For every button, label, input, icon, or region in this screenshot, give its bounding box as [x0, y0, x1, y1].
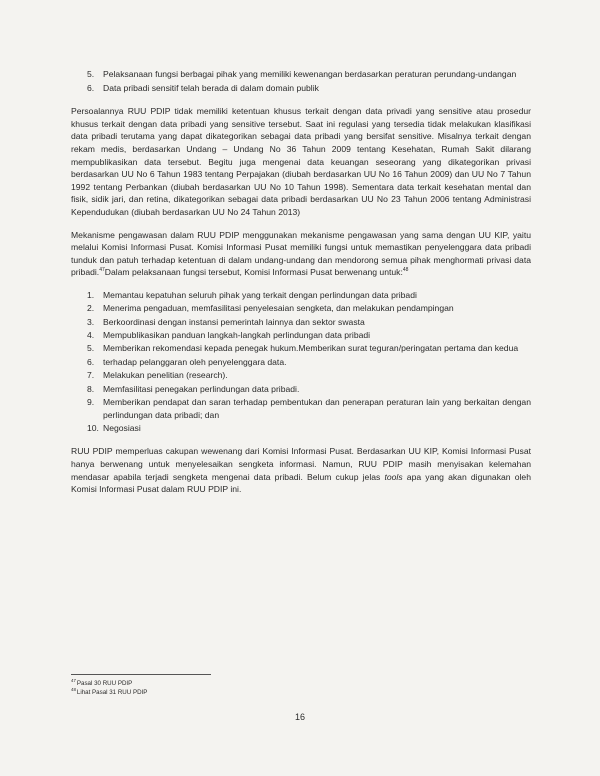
- footnote-number: 47: [71, 677, 76, 683]
- list-item-text: Memfasilitasi penegakan perlindungan data pribadi.: [103, 383, 300, 394]
- list-authorities: [71, 289, 531, 435]
- list-item-text: Menerima pengaduan, memfasilitasi penyelesaian sengketa, dan melakukan pendampingan: [103, 303, 454, 314]
- footnote-divider: [71, 674, 211, 675]
- list-item-text: Pelaksanaan fungsi berbagai pihak yang memiliki kewenangan berdasarkan peraturan perundang-undangan: [103, 69, 517, 79]
- list-item: [71, 396, 531, 421]
- list-item-text: Memberikan pendapat dan saran terhadap pembentukan dan penerapan peraturan lain yang berkaitan dengan perlindungan data pribadi; dan: [103, 397, 531, 420]
- list-item-number: 1.: [87, 289, 95, 300]
- list-item-number: 5.: [87, 343, 95, 354]
- list-item-number: 2.: [87, 303, 95, 314]
- footnote-reference: 47: [99, 267, 105, 274]
- list-item: [71, 356, 531, 369]
- footnotes: [71, 674, 531, 697]
- list-item: [71, 329, 531, 342]
- list-item-text: Berkoordinasi dengan instansi pemerintah lainnya dan sektor swasta: [103, 316, 365, 327]
- list-item-text: Memberikan rekomendasi kepada penegak hukum.Memberikan surat teguran/peringatan pertama dan kedua: [103, 343, 519, 354]
- list-item: [71, 316, 531, 329]
- list-item-text: Data pribadi sensitif telah berada di dalam domain publik: [103, 82, 319, 93]
- list-item: [71, 342, 531, 355]
- list-item-number: 6.: [87, 356, 95, 367]
- list-item-number: 3.: [87, 316, 95, 327]
- list-item-number: 9.: [87, 397, 95, 408]
- paragraph-authority-expansion: [71, 445, 531, 495]
- list-item: [71, 422, 531, 435]
- italic-term: tools: [384, 471, 403, 482]
- paragraph-sensitive-data: Persoalannya RUU PDIP tidak memiliki ketentuan khusus terkait dengan data privadi yang sensitive atau prosedur khusus terkait dengan data pribadi yang sensitive tersebut. Saat ini regulasi yang tersedia tidak melakukan klasifikasi data pribadi terutama yang dapat dikategorikan sebagai data pribadi yang bersifat sensitive. Misalnya terkait dengan rekam medis, berdasarkan Undang – Undang No 36 Tahun 2009 tentang Kesehatan, Rumah Sakit dilarang mempublikasikan data tersebut. Begitu juga mengenai data keuangan seseorang yang dikategorikan privasi berdasarkan UU No 6 Tahun 1983 tentang Perpajakan (diubah berdasarkan UU No 16 Tahun 2009) dan UU No 7 Tahun 1992 tentang Perbankan (diubah berdasarkan UU No 10 Tahun 1998). Sementara data terkait kesehatan mental dan fisik, sidik jari, dan retina, dikategorikan sebagai data pribadi berdasarkan UU No 23 Tahun 2006 tentang Administrasi Kependudukan (diubah berdasarkan UU No 24 Tahun 2013): [71, 106, 531, 217]
- footnote-text: Pasal 30 RUU PDIP: [76, 680, 133, 687]
- list-item: [71, 302, 531, 315]
- list-item-text: Melakukan penelitian (research).: [103, 370, 228, 381]
- list-item-number: 6.: [87, 82, 95, 93]
- footnote: [71, 688, 531, 697]
- list-item-number: 7.: [87, 370, 95, 381]
- paragraph-text: apa yang akan digunakan oleh Komisi Informasi Pusat dalam RUU PDIP ini.: [71, 471, 531, 495]
- footnote-number: 48: [71, 686, 76, 692]
- list-item-text: Mempublikasikan panduan langkah-langkah perlindungan data pribadi: [103, 330, 371, 341]
- list-item-text: terhadap pelanggaran oleh penyelenggara data.: [103, 356, 287, 367]
- list-item: [71, 68, 531, 81]
- list-item-number: 5.: [87, 69, 95, 79]
- list-item-text: Negosiasi: [103, 423, 141, 434]
- list-item-number: 8.: [87, 383, 95, 394]
- list-item-number: 10.: [87, 423, 99, 434]
- list-item: [71, 289, 531, 302]
- page-content: [71, 68, 531, 496]
- paragraph-text: Mekanisme pengawasan dalam RUU PDIP menggunakan mekanisme pengawasan yang sama dengan UU KIP, yaitu melalui Komisi Informasi Pusat. Komisi Informasi Pusat memiliki fungsi untuk memastikan penyelenggara data pribadi tunduk dan patuh terhadap ketentuan di dalam undang-undang dan mendorong semua pihak menghormati privasi data pribadi.: [71, 229, 531, 278]
- list-item: [71, 82, 531, 95]
- list-item: [71, 383, 531, 396]
- paragraph-text: Dalam pelaksanaan fungsi tersebut, Komisi Informasi Pusat berwenang untuk:: [104, 267, 403, 278]
- footnote-text: Lihat Pasal 31 RUU PDIP: [76, 689, 148, 696]
- footnote-reference: 48: [402, 267, 409, 274]
- paragraph-supervision: [71, 229, 531, 279]
- page-number: 16: [294, 712, 305, 722]
- list-item-number: 4.: [87, 330, 95, 341]
- paragraph-text: RUU PDIP memperluas cakupan wewenang dari Komisi Informasi Pusat. Berdasarkan UU KIP, Komisi Informasi Pusat hanya berwenang untuk menyelesaikan sengketa informasi. Namun, RUU PDIP masih menyisakan kelemahan mendasar apabila terjadi sengketa mengenai data pribadi. Belum cukup jelas: [71, 446, 531, 482]
- list-item: [71, 369, 531, 382]
- list-item-text: Memantau kepatuhan seluruh pihak yang terkait dengan perlindungan data pribadi: [103, 289, 417, 300]
- list-conditions: [71, 68, 531, 94]
- footnote: [71, 679, 531, 688]
